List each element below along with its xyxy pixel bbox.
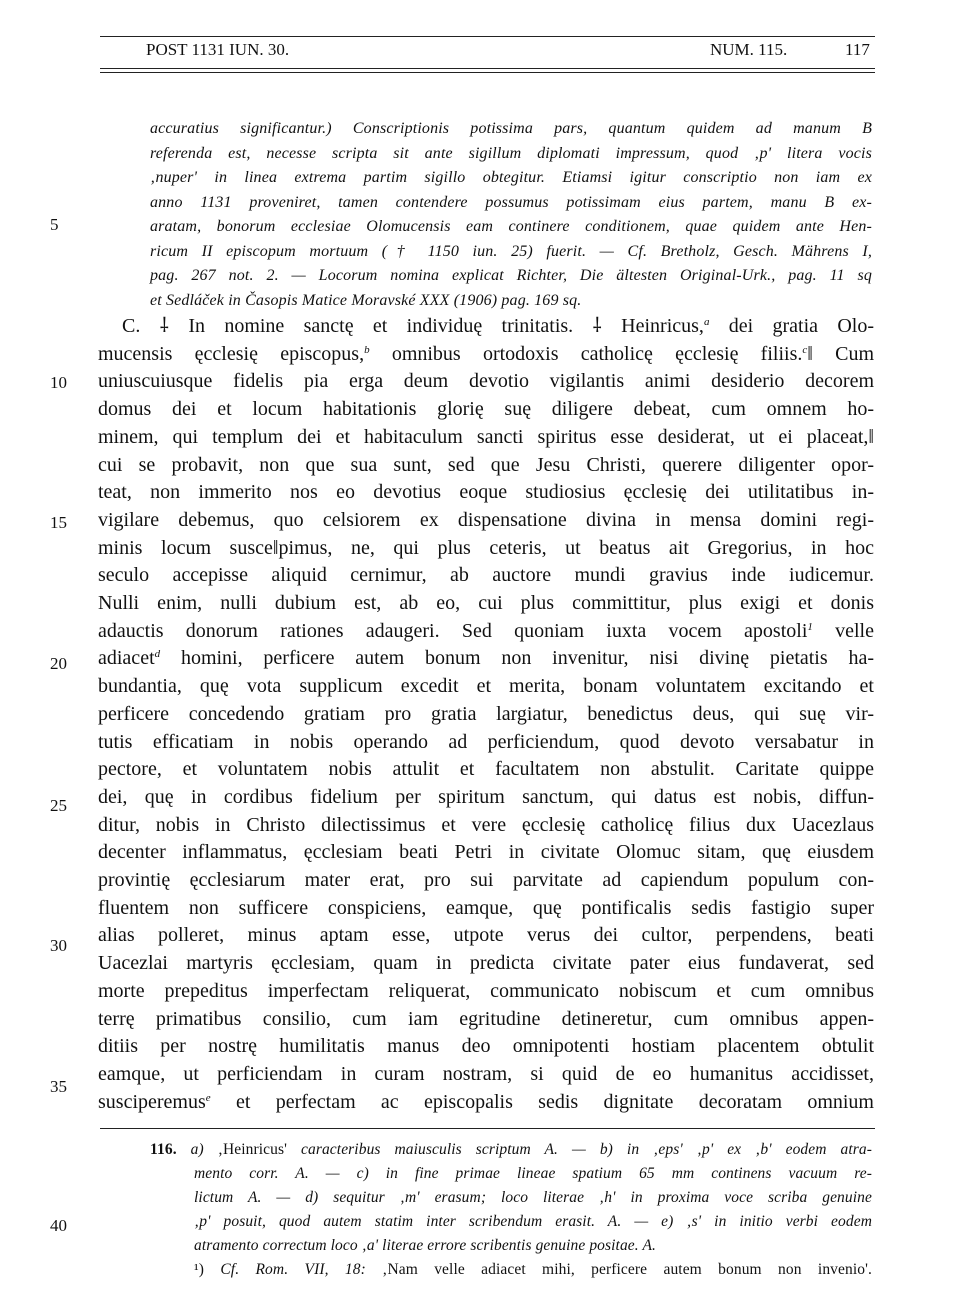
charter-line: vigilare debemus, quo celsiorem ex dispensatione divina in mensa domini regi- — [98, 508, 874, 531]
charter-line: bundantia, quę vota supplicum excedit et merita, bonam voluntatem excitando et — [98, 675, 874, 698]
variant-mark: c — [802, 343, 808, 356]
reference-mark: ¹) — [194, 1261, 205, 1278]
footnote-line: lictum A. — d) sequitur ‚m' erasum; loco literae ‚h' in proxima voce scriba genuine — [194, 1189, 872, 1206]
charter-line: ditur, nobis in Christo dilectissimus et vere ęcclesię catholicę filius dux Uacezlaus — [98, 813, 874, 836]
intro-line: pag. 267 not. 2. — Locorum nomina explicat Richter, Die ältesten Original-Urk., pag. 11 sq — [150, 267, 872, 284]
intro-line: ricum II episcopum mortuum († 1150 iun. 25) fuerit. — Cf. Bretholz, Gesch. Mährens I, — [150, 242, 872, 260]
charter-line: Nulli enim, nulli dubium est, ab eo, cui plus committitur, plus exigi et donis — [98, 592, 874, 615]
header-doc-number: NUM. 115. — [710, 40, 788, 59]
charter-line: decenter inflammatus, ęcclesiam beati Petri in civitate Olomuc sitam, quę eiusdem — [98, 841, 874, 864]
charter-text-run: adiacet — [98, 647, 155, 670]
intro-line: referenda est, necesse scripta sit ante sigillum diplomati impressum, quod ‚p' litera vocis — [150, 144, 872, 162]
charter-text-run: susciperemus — [98, 1090, 206, 1113]
intro-line: et Sedláček in Časopis Matice Moravské XXX (1906) pag. 169 sq. — [150, 291, 582, 309]
line-number: 20 — [50, 654, 67, 673]
footnote-text: ‚Heinricus' — [203, 1141, 301, 1158]
footnote-line: ‚p' posuit, quod autem statim inter scribendum erasit. A. — e) ‚s' in initio verbi eodem — [194, 1213, 872, 1230]
page-number: 117 — [845, 40, 870, 59]
line-number: 40 — [50, 1216, 67, 1235]
variant-mark: e — [205, 1091, 211, 1104]
charter-line: alias polleret, minus aptam esse, utpote verus dei cultor, perpendens, beati — [98, 924, 874, 947]
introductory-note — [150, 117, 872, 313]
reference-mark: 1 — [807, 620, 813, 633]
intro-line: aratam, bonorum ecclesiae Olomucensis eam continere conditionem, quae quidem ante Hen- — [150, 218, 872, 235]
charter-text — [98, 313, 874, 1116]
charter-line: dei, quę in cordibus fidelium per spiritum sanctum, qui datus est nobis, diffun- — [98, 785, 874, 808]
charter-text-run: homini, perficere autem bonum non invenitur, nisi divinę pietatis ha- — [160, 647, 874, 670]
line-number: 5 — [50, 215, 59, 234]
footnote-line: mento corr. A. — c) in fine primae lineae spatium 65 mm continens vacuum re- — [194, 1165, 872, 1182]
line-number: 30 — [50, 936, 67, 955]
footnote-mark: a) — [190, 1141, 204, 1158]
charter-line: minem, qui templum dei et habitaculum sancti spiritus esse desiderat, ut ei placeat,‖ — [98, 425, 874, 448]
charter-line: terrę primatibus consilio, cum iam egritudine detineretur, cum omnibus appen- — [98, 1007, 874, 1030]
header-rule-bottom-2 — [100, 72, 875, 73]
variant-mark: b — [364, 343, 370, 356]
charter-line: morte prepeditus imperfectam reliquerat, communicato nobiscum et cum omnibus — [98, 979, 874, 1002]
charter-line: seculo accepisse aliquid cernimur, ab auctore mundi gravius inde iudicemur. — [98, 564, 874, 587]
footnote-number: 116. — [150, 1141, 177, 1158]
charter-line: teat, non immerito nos eo devotius eoque studiosius ęcclesię dei utilitatibus in- — [98, 481, 874, 504]
footnote-mark: b) — [599, 1141, 613, 1158]
reference-citation: Cf. Rom. VII, 18: — [220, 1261, 366, 1278]
footnote-rule — [100, 1128, 875, 1129]
charter-line: pectore, et voluntatem nobis attulit et facultatem non abstulit. Caritate quippe — [98, 758, 874, 781]
charter-line: ditiis per nostrę humilitatis manus deo omnipotenti hostiam placentem obtulit — [98, 1035, 874, 1058]
variant-mark: a — [703, 316, 710, 328]
charter-line — [98, 645, 874, 673]
line-number: 15 — [50, 513, 67, 532]
charter-line: eamque, ut perficiendam in curam nostram, si quid de eo humanitus accidisset, — [98, 1062, 874, 1085]
charter-line: minis locum susce‖pimus, ne, qui plus ceteris, ut beatus ait Gregorius, in hoc — [98, 536, 874, 559]
charter-text-run: mucensis ęcclesię episcopus, — [98, 342, 365, 365]
reference-quote: ‚Nam velle adiacet mihi, perficere autem bonum non invenio'. — [365, 1261, 872, 1278]
footnote-line — [150, 1138, 872, 1162]
header-rule-top — [100, 36, 875, 37]
charter-text-run: dei gratia Olo- — [709, 315, 874, 337]
charter-line: domus dei et locum habitationis glorię suę diligere debeat, cum omnem ho- — [98, 398, 874, 421]
running-header — [100, 40, 875, 66]
critical-apparatus — [150, 1138, 872, 1282]
line-number: 35 — [50, 1077, 67, 1096]
charter-line: cui se probavit, non que sua sunt, sed que Jesu Christi, querere diligenter opor- — [98, 453, 874, 476]
variant-mark: d — [154, 648, 161, 661]
footnote-line — [150, 1258, 872, 1282]
header-rule-bottom-1 — [100, 68, 875, 69]
charter-text-run: ‖ Cum — [807, 342, 874, 365]
charter-line: provintię ęcclesiarum mater erat, pro sui parvitate ad capiendum populum con- — [98, 869, 874, 892]
charter-line — [98, 618, 874, 646]
intro-line: anno 1131 proveniret, tamen contendere possumus potissimam eius partem, manu B ex- — [150, 193, 872, 211]
charter-text-run: omnibus ortodoxis catholicę ęcclesię filiis. — [369, 342, 803, 365]
charter-text-run: et perfectam ac episcopalis sedis dignitate decoratam omnium — [210, 1090, 874, 1113]
footnote-text: in ‚eps' ‚p' ex ‚b' eodem atra- — [612, 1141, 872, 1158]
charter-line: uniuscuiusque fidelis pia erga deum devotio vigilantis animi desiderio decorem — [98, 370, 874, 393]
header-date: POST 1131 IUN. 30. — [146, 40, 290, 59]
intro-line: accuratius significantur.) Conscriptionis potissima pars, quantum quidem ad manum B — [150, 120, 872, 137]
charter-line — [98, 313, 874, 341]
charter-line — [98, 341, 874, 369]
charter-line: fluentem non sufficere conspiciens, eamque, quę pontificalis sedis fastigio super — [98, 896, 874, 919]
intro-line: ‚nuper' in linea extrema partim sigillo obtegitur. Etiamsi igitur conscriptio non iam ex — [150, 169, 872, 186]
charter-line: tutis efficatiam in nobis operando ad perficiendum, quod devoto versabatur in — [98, 730, 874, 753]
charter-text-run: velle — [812, 619, 874, 642]
footnote-text: caracteribus maiusculis scriptum A. — — [301, 1141, 600, 1158]
line-number: 25 — [50, 796, 67, 815]
charter-text-run: adauctis donorum rationes adaugeri. Sed quoniam iuxta vocem apostoli — [98, 619, 808, 642]
footnote-line: atramento correctum loco ‚a' literae errore scribentis genuine positae. A. — [194, 1237, 657, 1254]
charter-line: perficere concedendo gratiam pro gratia largiatur, benedictus deus, qui suę vir- — [98, 702, 874, 725]
charter-line: Uacezlai martyris ęcclesiam, quam in predicta civitate pater eius fundaverat, sed — [98, 952, 874, 975]
charter-text-run: C. ⸸ In nomine sanctę et individuę trinitatis. ⸸ Heinricus, — [122, 315, 704, 337]
charter-line — [98, 1089, 874, 1117]
line-number: 10 — [50, 373, 67, 392]
